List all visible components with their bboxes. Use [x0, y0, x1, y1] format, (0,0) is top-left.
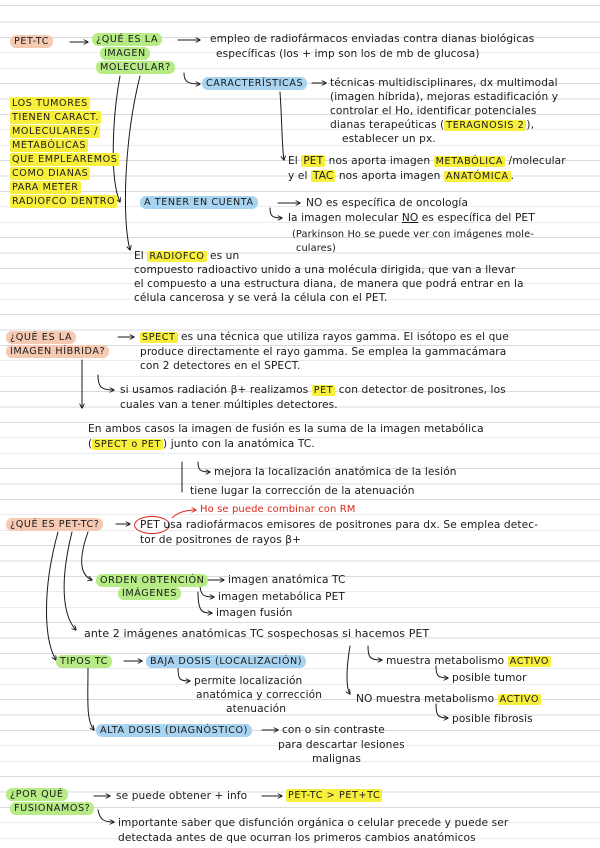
baja-dosis-label: BAJA DOSIS (LOCALIZACIÓN) [146, 655, 306, 668]
side-note-line6: COMO DIANAS [12, 168, 89, 179]
importante-line1: importante saber que disfunción orgánica o celular precede y puede ser [118, 817, 509, 829]
question-porque-line1: ¿POR QUÉ [6, 788, 68, 801]
orden-item1: imagen anatómica TC [228, 574, 346, 586]
definition-line1: empleo de radiofármacos enviadas contra dianas biológicas [210, 33, 535, 45]
arrow-orden-fusion [198, 592, 212, 613]
side-note-line1: LOS TUMORES [12, 98, 88, 109]
arrow-to-orden [82, 532, 92, 580]
arrow-hibrida-to-rad [98, 375, 114, 390]
alta-line1: con o sin contraste [282, 724, 385, 736]
posible-fibrosis: posible fibrosis [452, 713, 533, 725]
arrow-porque-to-imp [98, 810, 114, 822]
arrow-ante-to-activo [368, 646, 382, 660]
pet-line1: PET usa radiofármacos emisores de positrones para dx. Se emplea detec- [140, 519, 539, 531]
spect-pet-highlight: SPECT o PET [94, 439, 162, 450]
arrow-noactivo-to-fibrosis [436, 704, 448, 718]
activo-highlight-1: ACTIVO [509, 656, 550, 667]
tipos-tc-label: TIPOS TC [56, 655, 112, 668]
caracteristicas-label: CARACTERÍSTICAS [202, 77, 307, 90]
teragnosis-highlight: TERAGNOSIS 2 [446, 120, 525, 131]
arrow-fusion-to-mejora [198, 462, 210, 472]
ante-line: ante 2 imágenes anatómicas TC sospechosas si hacemos PET [84, 627, 430, 640]
fusion-line2: ( SPECT o PET ) junto con la anatómica TC. [88, 438, 315, 450]
radiofco-line1: El RADIOFCO es un [134, 250, 240, 262]
arrow-ante-to-noactivo [347, 646, 350, 694]
spect-highlight: SPECT [142, 332, 176, 343]
side-note-line2: TIENEN CARACT. [12, 112, 100, 123]
arrow-to-ante [64, 532, 76, 630]
side-note-line8: RADIOFCO DENTRO [12, 196, 116, 207]
tener-line4: culares) [296, 243, 336, 254]
definition-line2: específicas (los + imp son los de mb de glucosa) [216, 48, 480, 60]
question-imagen-hibrida-line2: IMAGEN HÍBRIDA? [6, 345, 109, 358]
caract-line5: establecer un px. [342, 133, 436, 145]
mejora-line: mejora la localización anatómica de la lesión [214, 466, 457, 478]
question-imagen-hibrida-line1: ¿QUÉ ES LA [6, 331, 76, 344]
pet-line2: tor de positrones de rayos β+ [140, 534, 302, 546]
pet-highlight-2: PET [313, 385, 334, 396]
arrow-to-caract [184, 73, 200, 84]
orden-item2: imagen metabólica PET [218, 591, 345, 603]
arrow-red-note [172, 510, 196, 518]
question-imagen-molecular-line1: ¿QUÉ ES LA [92, 33, 162, 46]
arrow-tener-to-molecular [270, 208, 282, 218]
side-note-line7: PARA METER [12, 182, 79, 193]
alta-line2: para descartar lesiones [278, 739, 405, 751]
arrow-baja-to-permite [178, 668, 190, 681]
arrow-caract-to-pet [280, 92, 284, 160]
caract-line4: dianas terapeúticas ( TERAGNOSIS 2 ), [330, 119, 535, 131]
radiofco-line3: el compuesto a una estructura diana, de manera que podrá entrar en la [134, 278, 524, 290]
side-note-line4: METABÓLICAS [12, 140, 87, 151]
obtener-info: se puede obtener + info [116, 790, 248, 802]
radiofco-line4: célula cancerosa y se verá la célula con el PET. [134, 292, 388, 304]
tac-highlight: TAC [312, 170, 334, 182]
question-pet-tc: ¿QUÉ ES PET-TC? [6, 518, 103, 531]
tener-line3: (Parkinson Ho se puede ver con imágenes mole- [292, 229, 534, 240]
caract-line3: controlar el Ho, identificar potenciales [330, 105, 537, 117]
spect-line1: SPECT es una técnica que utiliza rayos gamma. El isótopo es el que [142, 331, 509, 343]
pet-highlight: PET [303, 155, 324, 167]
tener-line1: NO es específica de oncología [306, 197, 469, 209]
caract-line1: técnicas multidisciplinares, dx multimodal [330, 77, 558, 89]
red-note-rm: Ho se puede combinar con RM [200, 504, 356, 515]
arrow-to-tener [113, 76, 120, 202]
tac-anatomica-line: y el TAC nos aporta imagen ANATÓMICA . [288, 170, 515, 182]
posible-tumor: posible tumor [452, 672, 527, 684]
orden-label-line2: IMÁGENES [118, 587, 181, 600]
pet-tc-comparison: PET-TC > PET+TC [288, 790, 381, 801]
activo-highlight-2: ACTIVO [499, 694, 539, 705]
alta-line3: malignas [312, 753, 361, 765]
activo-line2: NO muestra metabolismo ACTIVO [356, 693, 539, 705]
anatomica-highlight: ANATÓMICA [445, 171, 509, 182]
radiofco-highlight: RADIOFCO [149, 251, 205, 262]
baja-line1: permite localización [194, 675, 303, 687]
orden-item3: imagen fusión [216, 607, 293, 619]
orden-label-line1: ORDEN OBTENCIÓN [96, 574, 208, 587]
caract-line2: (imagen híbrida), mejoras estadificación y [330, 91, 559, 103]
pet-metabolica-line: El PET nos aporta imagen METABÓLICA /molecular [288, 155, 566, 167]
baja-line3: atenuación [226, 703, 287, 715]
side-note-line5: QUE EMPLEAREMOS [12, 154, 118, 165]
tener-line2: la imagen molecular NO es específica del PET [288, 212, 535, 224]
spect-line2: produce directamente el rayo gamma. Se emplea la gammacámara [140, 346, 507, 358]
radiacion-line2: cuales van a tener múltiples detectores. [120, 399, 338, 411]
atenuacion-line: tiene lugar la corrección de la atenuación [190, 485, 415, 497]
alta-dosis-label: ALTA DOSIS (DIAGNÓSTICO) [96, 724, 252, 737]
question-imagen-molecular-line2: IMAGEN [100, 47, 150, 60]
baja-line2: anatómica y corrección [196, 689, 323, 701]
arrow-to-tipos [47, 532, 59, 660]
spect-line3: con 2 detectores en el SPECT. [140, 360, 301, 372]
fusion-line1: En ambos casos la imagen de fusión es la suma de la imagen metabólica [88, 423, 484, 435]
question-porque-line2: FUSIONAMOS? [10, 802, 94, 815]
tener-en-cuenta-label: A TENER EN CUENTA [140, 196, 258, 209]
importante-line2: detectada antes de que ocurran los primeros cambios anatómicos [118, 832, 476, 844]
activo-line1: muestra metabolismo ACTIVO [386, 655, 550, 667]
question-imagen-molecular-line3: MOLECULAR? [96, 61, 175, 74]
metabolica-highlight: METABÓLICA [435, 156, 504, 167]
section1-tag: PET-TC [10, 35, 53, 48]
radiacion-line1: si usamos radiación β+ realizamos PET con detector de positrones, los [120, 384, 506, 396]
radiofco-line2: compuesto radioactivo unido a una molécula dirigida, que van a llevar [134, 264, 516, 276]
arrow-to-radio [125, 76, 140, 250]
side-note-line3: MOLECULARES / [12, 126, 98, 137]
arrow-tipos-to-alta [88, 668, 94, 730]
